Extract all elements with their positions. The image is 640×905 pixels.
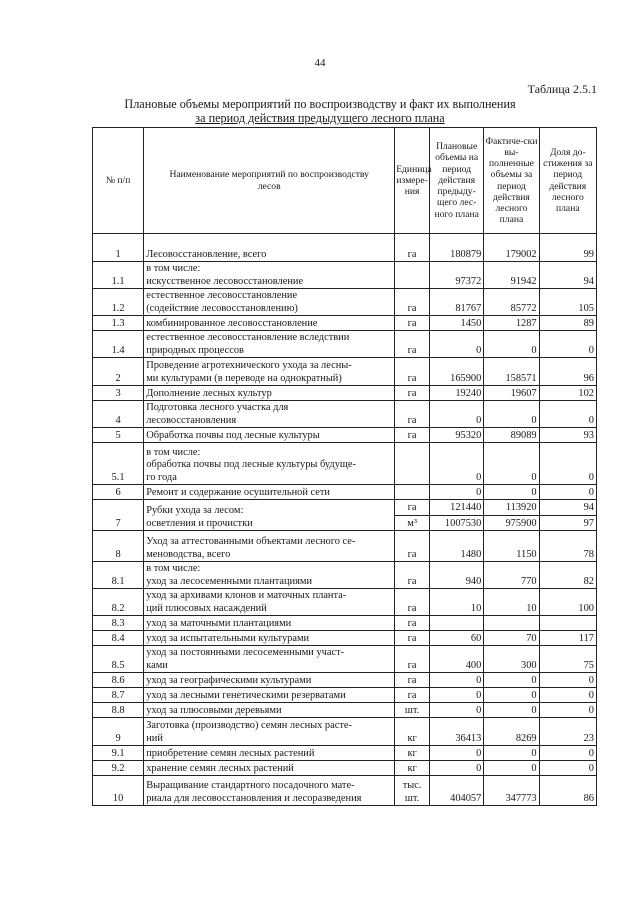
row-number: 9.1 [93,746,144,761]
table-row [93,703,597,718]
table-row [93,485,597,500]
row-plan: 121440 [430,500,484,516]
row-plan: 10 [430,589,484,616]
row-plan: 19240 [430,386,484,401]
row-name-line: го года [146,471,177,483]
row-number: 4 [93,401,144,428]
row-name-line: Рубки ухода за лесом: [146,505,244,517]
row-name-line: Выращивание стандартного посадочного мате- [146,780,355,792]
row-name-line: естественное лесовосстановление вследствии [146,332,350,344]
table-label: Таблица 2.5.1 [527,82,597,96]
row-number: 8 [93,531,144,562]
row-name [144,289,395,316]
row-name [144,646,395,673]
row-fact: 0 [484,688,539,703]
row-unit: тыс. шт. [395,776,430,806]
row-number: 8.3 [93,616,144,631]
row-name [144,761,395,776]
row-name-line: Проведение агротехнического ухода за лесны- [146,360,352,372]
row-unit: га [395,428,430,443]
row-fact: 91942 [484,262,539,289]
row-name-line: уход за лесными генетическими резерватами [146,689,346,701]
row-name [144,386,395,401]
row-number: 1.1 [93,262,144,289]
row-share: 89 [539,316,596,331]
row-name-line: приобретение семян лесных растений [146,747,315,759]
row-unit: га [395,234,430,262]
row-plan: 0 [430,746,484,761]
row-name-line: уход за географическими культурами [146,674,312,686]
header-unit: Единица измере-ния [395,128,430,234]
row-unit: кг [395,718,430,746]
row-unit: га [395,401,430,428]
table-row [93,761,597,776]
row-name-line: уход за маточными плантациями [146,617,292,629]
row-name [144,331,395,358]
row-name [144,718,395,746]
row-name [144,262,395,289]
row-plan: 180879 [430,234,484,262]
row-fact: 85772 [484,289,539,316]
table-row [93,718,597,746]
row-unit: шт. [395,703,430,718]
row-name-line: уход за плюсовыми деревьями [146,704,282,716]
row-number: 9.2 [93,761,144,776]
row-name [144,443,395,485]
row-plan: 0 [430,331,484,358]
table-row [93,616,597,631]
row-name-line: Обработка почвы под лесные культуры [146,429,320,441]
row-plan: 0 [430,443,484,485]
row-name-line: Уход за аттестованными объектами лесного се- [146,536,356,548]
row-unit: га [395,358,430,386]
row-name-line: Подготовка лесного участка для [146,402,289,414]
row-name [144,234,395,262]
row-fact: 8269 [484,718,539,746]
row-unit: м³ [395,515,430,531]
row-share: 0 [539,703,596,718]
row-name-line: меноводства, всего [146,548,231,560]
row-unit: га [395,531,430,562]
row-name-line: (содействие лесовосстановлению) [146,302,298,314]
row-share: 86 [539,776,596,806]
row-plan: 1007530 [430,515,484,531]
row-number: 8.8 [93,703,144,718]
row-share: 96 [539,358,596,386]
row-name-line: риала для лесовосстановления и лесоразведения [146,792,362,804]
table-row [93,262,597,289]
table-row [93,386,597,401]
row-name [144,746,395,761]
row-plan: 940 [430,562,484,589]
row-share: 0 [539,443,596,485]
row-plan: 165900 [430,358,484,386]
row-fact: 158571 [484,358,539,386]
table-row [93,631,597,646]
row-name-line: Заготовка (производство) семян лесных расте- [146,720,352,732]
row-plan: 0 [430,401,484,428]
table-row [93,776,597,806]
row-unit [395,262,430,289]
table-row [93,673,597,688]
row-share: 0 [539,331,596,358]
row-number: 8.1 [93,562,144,589]
row-share: 117 [539,631,596,646]
row-unit: га [395,646,430,673]
row-share [539,616,596,631]
row-number: 1.3 [93,316,144,331]
header-share: Доля до-стижения за период действия лесного плана [539,128,596,234]
row-number: 1.4 [93,331,144,358]
row-name-line: в том числе: [146,263,201,275]
table-row [93,531,597,562]
row-unit [395,485,430,500]
row-fact: 19607 [484,386,539,401]
row-name-line: искусственное лесовосстановление [146,275,304,287]
row-name [144,589,395,616]
row-unit: га [395,673,430,688]
row-share: 0 [539,746,596,761]
page-number: 44 [314,57,326,69]
row-number: 2 [93,358,144,386]
row-name [144,531,395,562]
row-name-line: осветления и прочистки [146,517,253,529]
row-name [144,688,395,703]
header-name: Наименование мероприятий по воспроизводству лесов [144,128,395,234]
row-name-line: комбинированное лесовосстановление [146,317,318,329]
row-share: 82 [539,562,596,589]
row-name-line: естественное лесовосстановление [146,290,298,302]
row-unit: га [395,616,430,631]
row-plan: 0 [430,703,484,718]
row-name [144,673,395,688]
row-unit: га [395,589,430,616]
table-row [93,428,597,443]
row-fact: 89089 [484,428,539,443]
row-plan: 0 [430,485,484,500]
row-unit: га [395,289,430,316]
row-number: 8.2 [93,589,144,616]
title-line-1: Плановые объемы мероприятий по воспроизводству и факт их выполнения [124,97,516,111]
table-row [93,746,597,761]
row-name [144,631,395,646]
row-name-line: уход за лесосеменными плантациями [146,575,313,587]
row-plan: 36413 [430,718,484,746]
table-row [93,316,597,331]
row-plan: 95320 [430,428,484,443]
row-unit: га [395,688,430,703]
row-share: 23 [539,718,596,746]
row-number: 1.2 [93,289,144,316]
row-unit [395,443,430,485]
row-number: 5.1 [93,443,144,485]
row-unit: га [395,316,430,331]
row-plan: 81767 [430,289,484,316]
row-share: 75 [539,646,596,673]
row-number: 8.7 [93,688,144,703]
header-fact: Фактиче-ски вы-полненные объемы за период действия лесного плана [484,128,539,234]
row-fact: 0 [484,401,539,428]
row-unit: га [395,631,430,646]
row-number: 7 [93,500,144,531]
row-unit: кг [395,761,430,776]
table-row [93,289,597,316]
table-row [93,688,597,703]
table-header-row [93,128,597,234]
row-name-line: лесовосстановления [146,414,237,426]
row-share: 97 [539,515,596,531]
row-name-line: ций плюсовых насаждений [146,602,267,614]
row-share: 93 [539,428,596,443]
row-plan: 1450 [430,316,484,331]
row-share: 78 [539,531,596,562]
row-unit: га [395,386,430,401]
row-fact: 0 [484,703,539,718]
row-name-line: ний [146,732,163,744]
row-name-line: уход за постоянными лесосеменными участ- [146,647,345,659]
table-row [93,646,597,673]
row-share: 94 [539,262,596,289]
row-name-line: обработка почвы под лесные культуры будуще- [146,459,356,471]
row-share: 102 [539,386,596,401]
row-number: 1 [93,234,144,262]
table-row [93,500,597,516]
table-body [93,234,597,806]
row-fact: 347773 [484,776,539,806]
row-number: 8.5 [93,646,144,673]
row-fact: 70 [484,631,539,646]
table-row [93,401,597,428]
row-fact: 1287 [484,316,539,331]
row-name [144,401,395,428]
header-num: № п/п [93,128,144,234]
row-number: 10 [93,776,144,806]
row-unit: кг [395,746,430,761]
row-plan: 0 [430,688,484,703]
row-name [144,776,395,806]
table-row [93,358,597,386]
row-name [144,562,395,589]
row-number: 9 [93,718,144,746]
row-name-line: Ремонт и содержание осушительной сети [146,486,330,498]
row-fact: 770 [484,562,539,589]
row-plan: 1480 [430,531,484,562]
row-name [144,703,395,718]
row-share: 0 [539,688,596,703]
row-name-line: уход за испытательными культурами [146,632,310,644]
table-row [93,589,597,616]
row-unit: га [395,562,430,589]
row-fact: 10 [484,589,539,616]
row-plan: 60 [430,631,484,646]
row-plan: 97372 [430,262,484,289]
table-row [93,234,597,262]
table-row [93,331,597,358]
row-fact: 0 [484,331,539,358]
row-name-line: природных процессов [146,344,244,356]
row-plan: 400 [430,646,484,673]
row-plan: 0 [430,673,484,688]
table-row [93,443,597,485]
row-name-line: в том числе: [146,563,201,575]
row-fact: 113920 [484,500,539,516]
row-name [144,428,395,443]
row-unit: га [395,331,430,358]
row-name [144,358,395,386]
row-unit: га [395,500,430,516]
row-number: 8.6 [93,673,144,688]
row-fact: 0 [484,673,539,688]
row-name-line: хранение семян лесных растений [146,762,294,774]
row-fact [484,616,539,631]
row-number: 3 [93,386,144,401]
row-number: 5 [93,428,144,443]
header-plan: Плановые объемы на период действия предыду-щего лес-ного плана [430,128,484,234]
row-plan [430,616,484,631]
title-line-2: за период действия предыдущего лесного плана [195,111,445,125]
document-title [70,97,570,125]
row-number: 6 [93,485,144,500]
row-fact: 0 [484,746,539,761]
row-name-line: ми культурами (в переводе на однократный) [146,372,342,384]
row-share: 99 [539,234,596,262]
row-share: 0 [539,673,596,688]
row-name [144,485,395,500]
row-share: 105 [539,289,596,316]
row-name-line: Лесовосстановление, всего [146,248,267,260]
row-name [144,616,395,631]
row-name-line: ками [146,659,168,671]
row-name-line: уход за архивами клонов и маточных планта- [146,590,347,602]
row-name-line: Дополнение лесных культур [146,387,272,399]
row-share: 0 [539,401,596,428]
row-plan: 404057 [430,776,484,806]
row-fact: 975900 [484,515,539,531]
row-share: 0 [539,761,596,776]
row-share: 100 [539,589,596,616]
row-number: 8.4 [93,631,144,646]
row-fact: 1150 [484,531,539,562]
row-share: 0 [539,485,596,500]
table-row [93,562,597,589]
row-fact: 300 [484,646,539,673]
row-name-line: в том числе: [146,447,201,459]
row-fact: 0 [484,443,539,485]
row-share: 94 [539,500,596,516]
row-plan: 0 [430,761,484,776]
row-fact: 0 [484,485,539,500]
row-fact: 179002 [484,234,539,262]
row-name [144,500,395,531]
row-name [144,316,395,331]
row-fact: 0 [484,761,539,776]
reforestation-table [92,127,597,806]
